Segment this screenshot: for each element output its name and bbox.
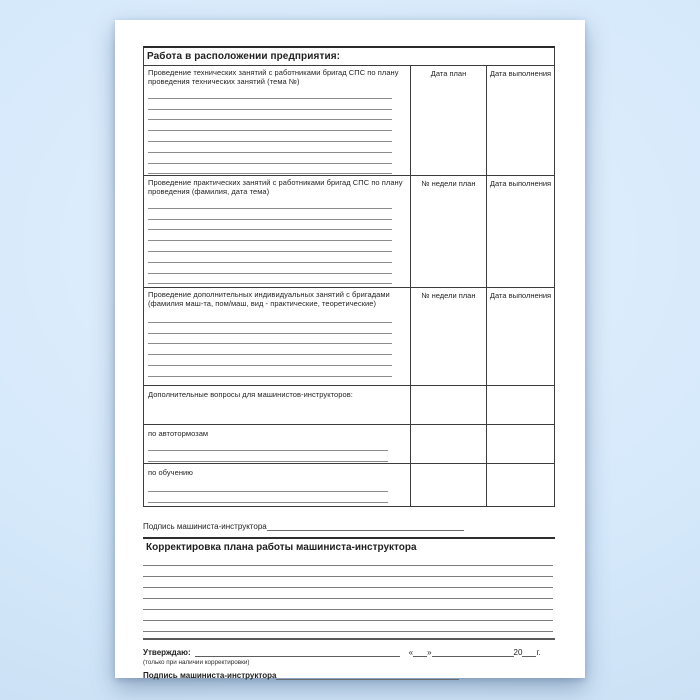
approval-divider — [143, 638, 555, 640]
row-label: по автотормозам — [148, 429, 209, 438]
form-page — [115, 20, 585, 678]
table-row — [144, 287, 554, 385]
row-label: Проведение дополнительных индивидуальных занятий с бригадами (фамилия маш-та, пом/маш, вид - практические, теоретические) — [148, 290, 390, 308]
correction-section — [143, 537, 555, 632]
table-row — [144, 175, 554, 287]
signature-label: Подпись машиниста-инструктора — [143, 522, 267, 531]
empty-cell — [411, 464, 487, 506]
write-in-line — [148, 481, 388, 492]
completion-column-header: Дата выполнения — [489, 179, 552, 188]
year-prefix: 20 — [513, 648, 523, 657]
write-in-line — [143, 588, 553, 599]
table-row — [144, 463, 554, 507]
row-description-cell — [144, 386, 411, 424]
write-in-line — [148, 131, 392, 142]
write-in-line — [148, 252, 392, 263]
write-in-line — [148, 120, 392, 131]
write-in-line — [148, 209, 392, 220]
row-description-cell — [144, 425, 411, 463]
write-in-line — [148, 377, 392, 385]
write-in-line — [148, 323, 392, 334]
write-in-line — [148, 241, 392, 252]
empty-cell — [411, 425, 487, 463]
row-description-cell — [144, 464, 411, 506]
write-in-line — [148, 344, 392, 355]
section-title: Работа в расположении предприятия: — [147, 51, 341, 62]
row-label: по обучению — [148, 468, 193, 477]
signature-write-line — [276, 669, 459, 680]
write-in-line — [148, 174, 392, 175]
form-content — [143, 46, 555, 680]
write-in-line — [143, 621, 553, 632]
correction-write-in-lines — [143, 555, 555, 632]
completion-column-header: Дата выполнения — [489, 291, 552, 300]
plan-column-header: № недели план — [411, 288, 487, 385]
quote-close: » — [427, 648, 432, 657]
write-in-lines — [148, 312, 405, 385]
instructor-signature-row-bottom — [143, 668, 555, 680]
write-in-line — [148, 366, 392, 377]
write-in-line — [148, 263, 392, 274]
approval-row — [143, 645, 555, 657]
plan-column-header: № недели план — [411, 176, 487, 287]
write-in-line — [148, 284, 392, 287]
write-in-line — [143, 555, 553, 566]
write-in-line — [148, 153, 392, 164]
write-in-line — [148, 164, 392, 175]
write-in-line — [148, 230, 392, 241]
empty-cell — [487, 425, 554, 463]
write-in-line — [148, 198, 392, 209]
write-in-line — [148, 334, 392, 345]
year-write-line — [522, 647, 536, 657]
write-in-line — [143, 577, 553, 588]
instructor-signature-row — [143, 518, 555, 531]
row-description-cell — [144, 176, 411, 287]
row-description-cell — [144, 66, 411, 175]
quote-open: « — [408, 648, 414, 657]
write-in-line — [148, 312, 392, 323]
write-in-lines — [148, 88, 405, 175]
table-row — [144, 385, 554, 424]
row-label: Проведение технических занятий с работниками бригад СПС по плану проведения технических занятий (тема №) — [148, 68, 399, 86]
signature-write-line — [267, 520, 464, 531]
date-month-line — [432, 647, 514, 657]
row-description-cell — [144, 288, 411, 385]
signature-label: Подпись машиниста-инструктора — [143, 671, 277, 680]
write-in-line — [143, 599, 553, 610]
row-label: Дополнительные вопросы для машинистов-инструкторов: — [148, 390, 353, 399]
training-table — [143, 46, 555, 507]
write-in-line — [148, 492, 388, 503]
write-in-line — [143, 610, 553, 621]
empty-cell — [411, 386, 487, 424]
correction-section-title: Корректировка плана работы машиниста-инструктора — [146, 542, 417, 553]
date-day-line — [413, 647, 427, 657]
write-in-line — [148, 274, 392, 285]
year-suffix: г. — [536, 648, 541, 657]
table-row — [144, 424, 554, 463]
write-in-lines — [148, 481, 405, 503]
approve-write-line — [195, 647, 400, 657]
write-in-line — [148, 142, 392, 153]
plan-column-header: Дата план — [411, 66, 487, 175]
write-in-line — [148, 355, 392, 366]
write-in-line — [148, 110, 392, 121]
write-in-line — [148, 440, 388, 451]
empty-cell — [487, 386, 554, 424]
approve-label: Утверждаю: — [143, 648, 191, 657]
write-in-line — [148, 88, 392, 99]
write-in-line — [148, 99, 392, 110]
approval-note: (только при наличии корректировки) — [143, 659, 250, 666]
table-row — [144, 65, 554, 175]
write-in-lines — [148, 198, 405, 287]
write-in-lines — [148, 440, 405, 462]
write-in-line — [148, 451, 388, 462]
completion-column-header: Дата выполнения — [489, 69, 552, 78]
empty-cell — [487, 464, 554, 506]
row-label: Проведение практических занятий с работниками бригад СПС по плану проведения (фамилия, дата тема) — [148, 178, 403, 196]
write-in-line — [148, 220, 392, 231]
write-in-line — [143, 566, 553, 577]
